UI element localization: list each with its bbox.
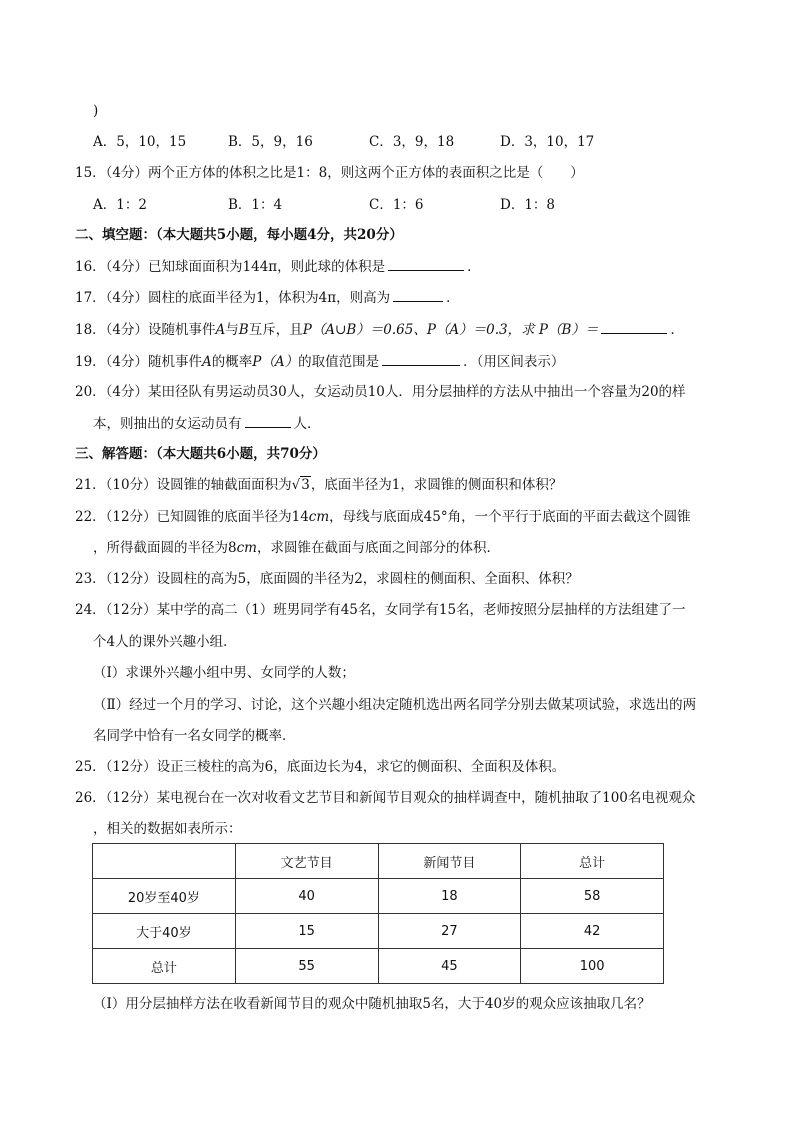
q14-continuation: ) [93, 103, 99, 119]
q20-line2 [93, 414, 321, 433]
q18-end: ． [670, 322, 684, 338]
q22-line1 [75, 508, 691, 526]
q21-sqrt: √3 [291, 477, 310, 493]
q26-line1: 26．（12分）某电视台在一次对收看文艺节目和新闻节目观众的抽样调查中，随机抽取了100名电视观众 [75, 790, 696, 806]
table-cell: 15 [235, 914, 378, 949]
table-cell: 文艺节目 [235, 844, 378, 879]
table-row [93, 914, 664, 949]
q14-option-a: A．5，10，15 [93, 134, 187, 150]
q22-text2: ，所得截面圆的半径为8 [93, 540, 237, 556]
q14-option-c: C．3，9，18 [369, 134, 455, 150]
q18-text-and: 与 [225, 322, 239, 338]
table-cell: 大于40岁 [93, 914, 236, 949]
q15-option-c: C．1：6 [369, 197, 424, 213]
q18-event-b: B [238, 322, 249, 338]
q21-radicand: 3 [301, 477, 310, 493]
q21 [75, 476, 562, 494]
q15-text: 15．（4分）两个正方体的体积之比是1：8，则这两个正方体的表面积之比是（ ） [75, 165, 584, 181]
q17 [75, 288, 460, 307]
q16-text: 16．（4分）已知球面面积为144π，则此球的体积是 [75, 259, 386, 275]
table-cell [93, 844, 236, 879]
q24-line1: 24．（12分）某中学的高二（1）班男同学有45名，女同学有15名，老师按照分层抽样的方法组建了一 [75, 602, 686, 618]
q19-text-prob: 的概率 [211, 354, 253, 370]
q19-event-a: A [202, 354, 212, 370]
table-cell: 40 [235, 879, 378, 914]
q22-unit: cm [308, 509, 330, 525]
q16-end: ． [467, 259, 481, 275]
q19-text-range: 的取值范围是 [298, 354, 380, 370]
q24-line2: 个4人的课外兴趣小组． [93, 634, 237, 650]
table-cell: 新闻节目 [378, 844, 521, 879]
q26-line2: ，相关的数据如表所示： [93, 821, 242, 837]
q16-answer-blank[interactable] [388, 257, 464, 271]
q22-text2-rest: ，求圆锥在截面与底面之间部分的体积． [256, 540, 500, 556]
table-cell: 58 [521, 879, 664, 914]
q21-text: 21．（10分）设圆锥的轴截面面积为 [75, 477, 292, 493]
q14-option-b: B．5，9，16 [228, 134, 313, 150]
q18-event-a: A [215, 322, 226, 338]
q15-option-b: B．1：4 [228, 197, 283, 213]
table-cell: 100 [521, 949, 664, 984]
table-cell: 18 [378, 879, 521, 914]
q20-text: 本，则抽出的女运动员有 [93, 416, 242, 432]
q18-text-exclusive: 互斥，且 [248, 322, 303, 338]
q15-option-d: D．1：8 [500, 197, 556, 213]
q21-text-rest: ，底面半径为1，求圆锥的侧面积和体积？ [310, 477, 563, 493]
q20-answer-blank[interactable] [245, 414, 291, 428]
table-cell: 20岁至40岁 [93, 879, 236, 914]
table-row [93, 879, 664, 914]
table-header-row [93, 844, 664, 879]
q22-text-rest: ，母线与底面成45°角，一个平行于底面的平面去截这个圆锥 [329, 509, 691, 525]
table-cell: 42 [521, 914, 664, 949]
q24-part2-line1: （Ⅱ）经过一个月的学习、讨论，这个兴趣小组决定随机选出两名同学分别去做某项试验，求选出的两 [93, 697, 697, 713]
q20-line1: 20．（4分）某田径队有男运动员30人，女运动员10人．用分层抽样的方法从中抽出一个容量为20的样 [75, 384, 686, 400]
q19-end: ．（用区间表示） [463, 354, 565, 370]
q18-text: 18．（4分）设随机事件 [75, 322, 216, 338]
q19-answer-blank[interactable] [382, 352, 460, 366]
q22-unit2: cm [236, 540, 257, 556]
q20-end: 人． [293, 416, 321, 432]
table-cell: 55 [235, 949, 378, 984]
q14-options [93, 133, 693, 151]
q22-line2 [93, 539, 500, 557]
q26-data-table [92, 843, 664, 984]
table-row [93, 949, 664, 984]
q18 [75, 320, 684, 339]
q17-text: 17．（4分）圆柱的底面半径为1，体积为4π，则高为 [75, 290, 391, 306]
table-cell: 总计 [93, 949, 236, 984]
q19 [75, 352, 564, 371]
q17-answer-blank[interactable] [393, 288, 443, 302]
q24-part1: （Ⅰ）求课外兴趣小组中男、女同学的人数； [93, 665, 355, 681]
q22-text: 22．（12分）已知圆锥的底面半径为14 [75, 509, 309, 525]
q15-options [93, 196, 693, 214]
section-solution-heading: 三、解答题：（本大题共6小题，共70分） [75, 446, 326, 462]
q23: 23．（12分）设圆柱的高为5，底面圆的半径为2，求圆柱的侧面积、全面积、体积？ [75, 571, 579, 587]
q26-part1: （Ⅰ）用分层抽样方法在收看新闻节目的观众中随机抽取5名，大于40岁的观众应该抽取几名？ [93, 996, 651, 1012]
q18-formula: P（A∪B）＝0.65、P（A）＝0.3，求 P（B）＝ [302, 322, 599, 338]
q14-option-d: D．3，10，17 [500, 134, 595, 150]
q24-part2-line2: 名同学中恰有一名女同学的概率． [93, 728, 296, 744]
q19-text: 19．（4分）随机事件 [75, 354, 203, 370]
table-cell: 总计 [521, 844, 664, 879]
table-cell: 27 [378, 914, 521, 949]
q16 [75, 257, 481, 276]
q17-end: ． [446, 290, 460, 306]
section-fill-in-heading: 二、填空题：（本大题共5小题，每小题4分，共20分） [75, 227, 403, 243]
q15-option-a: A．1：2 [93, 197, 147, 213]
q25: 25．（12分）设正三棱柱的高为6，底面边长为4，求它的侧面积、全面积及体积。 [75, 759, 566, 775]
q18-answer-blank[interactable] [601, 320, 667, 334]
q19-formula: P（A） [252, 354, 299, 370]
table-cell: 45 [378, 949, 521, 984]
